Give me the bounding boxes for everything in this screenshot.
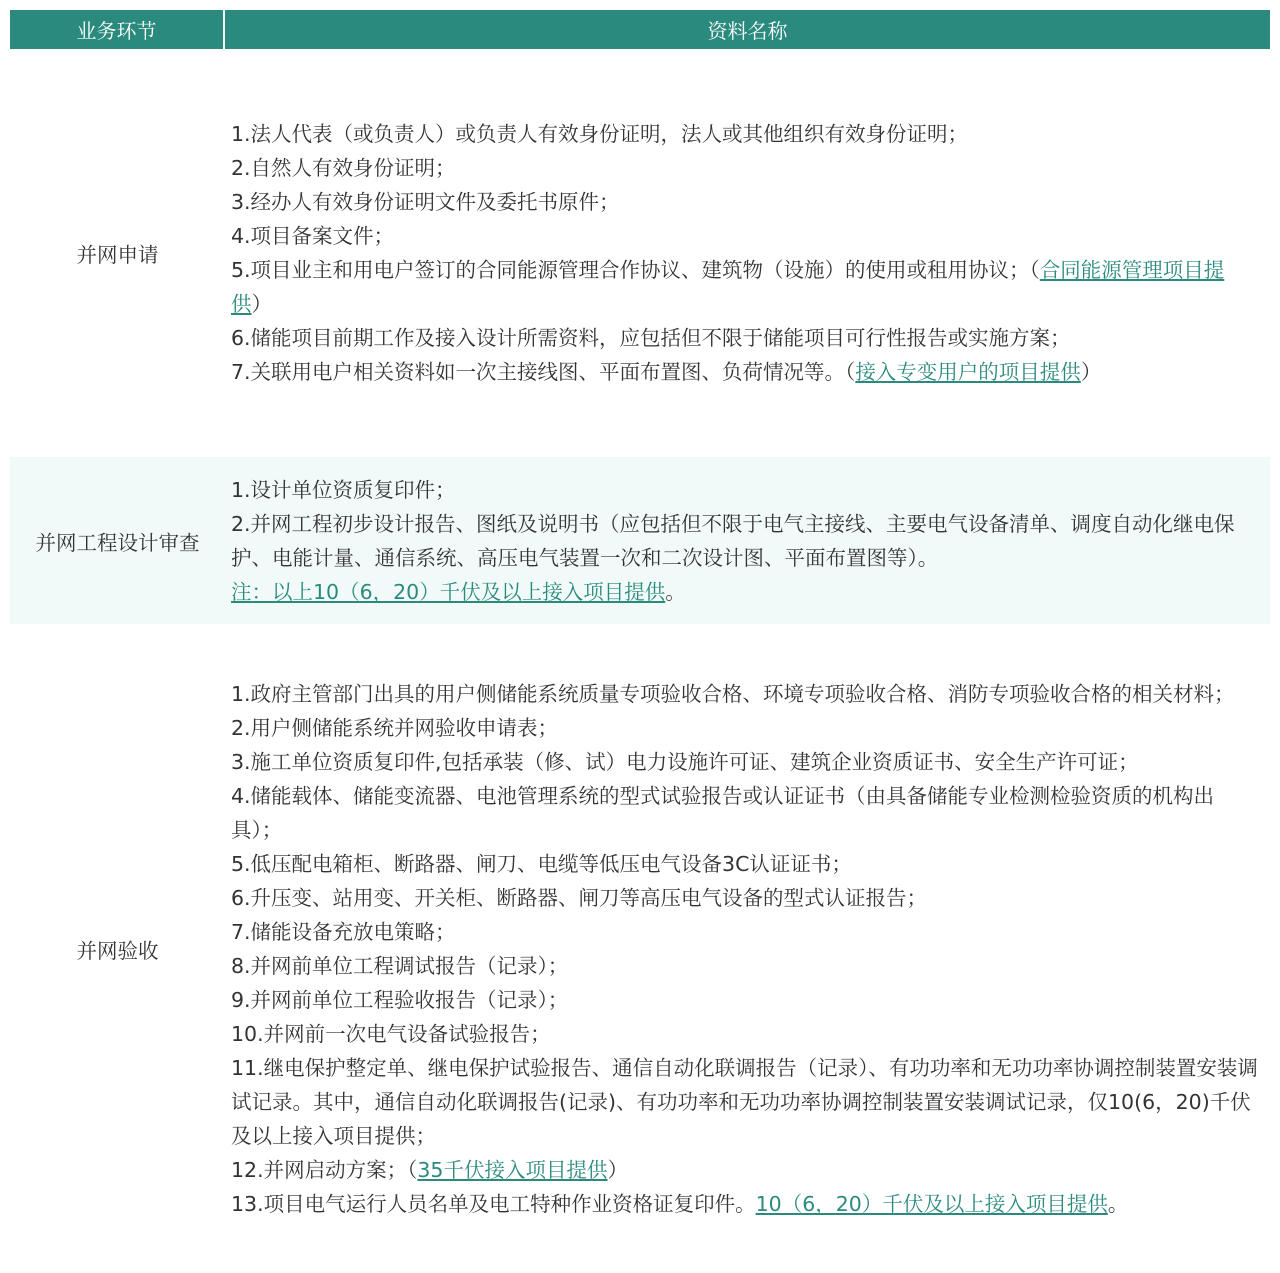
doc-list (225, 457, 1270, 624)
item-link[interactable]: 注：以上10（6，20）千伏及以上接入项目提供 (231, 579, 666, 604)
item-text: 4.储能载体、储能变流器、电池管理系统的型式试验报告或认证证书（由具备储能专业检测检验资质的机构出具）； (231, 783, 1215, 842)
item-text: 7.储能设备充放电策略； (231, 919, 456, 944)
list-item (231, 117, 1264, 151)
item-text: 1.设计单位资质复印件； (231, 477, 456, 502)
stage-label: 并网验收 (76, 938, 159, 963)
list-item (231, 253, 1264, 321)
table-row-acceptance (10, 624, 1270, 1273)
list-item (231, 151, 1264, 185)
item-text: 2.自然人有效身份证明； (231, 156, 456, 180)
list-item (231, 983, 1264, 1017)
item-text: 13.项目电气运行人员名单及电工特种作业资格证复印件。 (231, 1191, 756, 1216)
item-text: 12.并网启动方案；（ (231, 1157, 418, 1182)
item-text: 4.项目备案文件； (231, 224, 395, 248)
header-docs: 资料名称 (707, 19, 788, 43)
item-text: 8.并网前单位工程调试报告（记录）； (231, 953, 569, 978)
table-row-grid-application (10, 49, 1270, 457)
list-item (231, 507, 1264, 575)
item-suffix: ） (1080, 360, 1102, 384)
item-text: 5.项目业主和用电户签订的合同能源管理合作协议、建筑物（设施）的使用或租用协议；（ (231, 258, 1040, 282)
list-item (231, 473, 1264, 507)
item-link[interactable]: 10（6，20）千伏及以上接入项目提供 (755, 1191, 1108, 1216)
list-item (231, 355, 1264, 389)
list-item (231, 881, 1264, 915)
item-suffix: ） (607, 1157, 628, 1182)
item-text: 6.升压变、站用变、开关柜、断路器、闸刀等高压电气设备的型式认证报告； (231, 885, 928, 910)
stage-label: 并网申请 (76, 243, 159, 267)
item-text: 6.储能项目前期工作及接入设计所需资料，应包括但不限于储能项目可行性报告或实施方案； (231, 326, 1071, 350)
list-item (231, 185, 1264, 219)
item-suffix: 。 (1107, 1191, 1129, 1216)
item-text: 1.政府主管部门出具的用户侧储能系统质量专项验收合格、环境专项验收合格、消防专项验收合格的相关材料； (231, 681, 1235, 706)
list-item (231, 677, 1264, 711)
list-item (231, 575, 1264, 609)
list-item (231, 847, 1264, 881)
item-text: 3.施工单位资质复印件,包括承装（修、试）电力设施许可证、建筑企业资质证书、安全生产许可证； (231, 749, 1139, 774)
list-item (231, 1051, 1264, 1153)
list-item (231, 1017, 1264, 1051)
list-item (231, 1153, 1264, 1187)
item-text: 9.并网前单位工程验收报告（记录）； (231, 987, 569, 1012)
doc-list (225, 624, 1270, 1273)
list-item (231, 711, 1264, 745)
requirements-table (10, 10, 1270, 1216)
list-item (231, 1187, 1264, 1221)
item-text: 1.法人代表（或负责人）或负责人有效身份证明，法人或其他组织有效身份证明； (231, 122, 969, 146)
list-item (231, 949, 1264, 983)
item-text: 3.经办人有效身份证明文件及委托书原件； (231, 190, 620, 214)
item-text: 2.用户侧储能系统并网验收申请表； (231, 715, 559, 740)
item-text: 7.关联用电户相关资料如一次主接线图、平面布置图、负荷情况等。（ (231, 360, 856, 384)
item-text: 2.并网工程初步设计报告、图纸及说明书（应包括但不限于电气主接线、主要电气设备清单、调度自动化继电保护、电能计量、通信系统、高压电气装置一次和二次设计图、平面布置图等）。 (231, 511, 1235, 570)
list-item (231, 321, 1264, 355)
list-item (231, 745, 1264, 779)
item-link[interactable]: 35千伏接入项目提供 (417, 1157, 608, 1182)
doc-list (225, 49, 1270, 457)
item-text: 10.并网前一次电气设备试验报告； (231, 1021, 551, 1046)
list-item (231, 779, 1264, 847)
table-row-design-review (10, 457, 1270, 624)
item-text: 5.低压配电箱柜、断路器、闸刀、电缆等低压电气设备3C认证证书； (231, 851, 852, 876)
list-item (231, 915, 1264, 949)
item-link[interactable]: 合同能源管理项目提供 (231, 258, 1225, 316)
header-stage: 业务环节 (10, 10, 225, 49)
item-suffix: ） (251, 292, 272, 316)
table-header (10, 10, 1270, 49)
item-link[interactable]: 接入专变用户的项目提供 (855, 360, 1081, 384)
item-text: 11.继电保护整定单、继电保护试验报告、通信自动化联调报告（记录）、有功功率和无功功率协调控制装置安装调试记录。其中，通信自动化联调报告(记录)、有功功率和无功功率协调控制装置安装调试记录，仅10(6，20)千伏及以上接入项目提供； (231, 1055, 1258, 1148)
item-suffix: 。 (665, 579, 686, 604)
stage-label: 并网工程设计审查 (35, 530, 200, 555)
list-item (231, 219, 1264, 253)
